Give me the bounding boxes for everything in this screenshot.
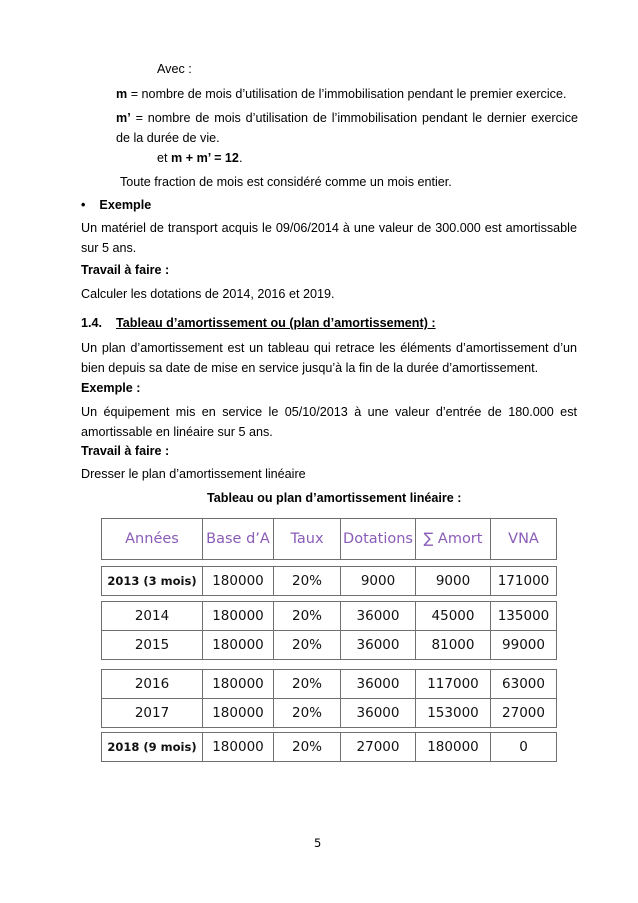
m-prime-definition-text: = nombre de mois d’utilisation de l’immobilisation pendant le dernier exercice de la durée de vie.: [116, 111, 578, 145]
exemple-title: Exemple: [99, 198, 152, 212]
cell-vna: 171000: [490, 567, 556, 595]
cell-dotation: 36000: [340, 670, 415, 698]
cell-base: 180000: [202, 631, 273, 659]
section-heading: [81, 316, 436, 330]
table-row: [102, 698, 556, 727]
cell-year: 2014: [134, 608, 170, 624]
table-group-2016-2017: [101, 669, 557, 728]
m-prime-definition: [116, 108, 578, 148]
m-prime-label: m’: [116, 111, 131, 125]
cell-sum-amort: 9000: [415, 567, 490, 595]
cell-year: 2015: [134, 637, 170, 653]
cell-taux: 20%: [273, 733, 340, 761]
cell-sum-amort: 117000: [415, 670, 490, 698]
cell-vna: 135000: [490, 602, 556, 630]
cell-sum-amort: 180000: [415, 733, 490, 761]
table-caption: Tableau ou plan d’amortissement linéaire :: [207, 491, 462, 505]
cell-base: 180000: [202, 602, 273, 630]
cell-sum-amort: 153000: [415, 699, 490, 727]
table-row: [102, 733, 556, 761]
cell-dotation: 9000: [340, 567, 415, 595]
header-base: Base d’A: [202, 519, 273, 559]
table-row: [102, 630, 556, 659]
cell-base: 180000: [202, 670, 273, 698]
cell-taux: 20%: [273, 670, 340, 698]
cell-dotation: 36000: [340, 602, 415, 630]
cell-base: 180000: [202, 567, 273, 595]
fraction-rule: Toute fraction de mois est considéré comme un mois entier.: [120, 175, 452, 189]
header-sum-amort: ∑ Amort: [415, 519, 490, 559]
task-2: Dresser le plan d’amortissement linéaire: [81, 467, 306, 481]
header-annees: Années: [125, 531, 179, 547]
header-row: [102, 519, 556, 559]
cell-base: 180000: [202, 699, 273, 727]
section-number: 1.4.: [81, 316, 103, 330]
cell-vna: 63000: [490, 670, 556, 698]
avec-line: Avec :: [157, 62, 192, 76]
m-label: m: [116, 87, 128, 101]
header-taux: Taux: [273, 519, 340, 559]
cell-taux: 20%: [273, 699, 340, 727]
sum-formula: m + m’ = 12: [171, 151, 239, 165]
header-dotations: Dotations: [340, 519, 415, 559]
table-row: [102, 670, 556, 698]
task-1: Calculer les dotations de 2014, 2016 et 2019.: [81, 287, 335, 301]
travail-heading-1: Travail à faire :: [81, 263, 170, 277]
cell-sum-amort: 81000: [415, 631, 490, 659]
cell-base: 180000: [202, 733, 273, 761]
bullet-icon: •: [81, 198, 86, 212]
cell-taux: 20%: [273, 631, 340, 659]
table-group-2014-2015: [101, 601, 557, 660]
cell-vna: 27000: [490, 699, 556, 727]
cell-dotation: 36000: [340, 699, 415, 727]
exemple-heading: [81, 198, 151, 212]
travail-heading-2: Travail à faire :: [81, 444, 170, 458]
cell-year: 2013 (3 mois): [107, 574, 197, 588]
section-text: Un plan d’amortissement est un tableau qui retrace les éléments d’amortissement d’un bien depuis sa date de mise en service jusqu’à la fin de la durée d’amortissement.: [81, 341, 577, 375]
exemple1-text: Un matériel de transport acquis le 09/06/2014 à une valeur de 300.000 est amortissable sur 5 ans.: [81, 221, 577, 255]
cell-year: 2016: [134, 676, 170, 692]
page-number: 5: [314, 836, 322, 850]
cell-year: 2017: [134, 705, 170, 721]
cell-taux: 20%: [273, 567, 340, 595]
et-text: et: [157, 151, 172, 165]
table-header: [101, 518, 557, 560]
cell-vna: 0: [490, 733, 556, 761]
table-group-2018: [101, 732, 557, 762]
m-definition: [116, 84, 581, 104]
table-row: [102, 567, 556, 595]
cell-year: 2018 (9 mois): [107, 740, 197, 754]
section-title: Tableau d’amortissement ou (plan d’amortissement) :: [116, 316, 436, 330]
cell-dotation: 27000: [340, 733, 415, 761]
exemple2-title: Exemple :: [81, 381, 141, 395]
exemple2-text: Un équipement mis en service le 05/10/2013 à une valeur d’entrée de 180.000 est amortissable en linéaire sur 5 ans.: [81, 405, 577, 439]
header-vna: VNA: [490, 519, 556, 559]
formula-period: .: [238, 151, 243, 165]
m-definition-text: = nombre de mois d’utilisation de l’immobilisation pendant le premier exercice.: [127, 87, 567, 101]
cell-dotation: 36000: [340, 631, 415, 659]
table-row: [102, 602, 556, 630]
cell-sum-amort: 45000: [415, 602, 490, 630]
cell-vna: 99000: [490, 631, 556, 659]
sum-formula-line: [157, 151, 242, 165]
table-group-2013: [101, 566, 557, 596]
cell-taux: 20%: [273, 602, 340, 630]
